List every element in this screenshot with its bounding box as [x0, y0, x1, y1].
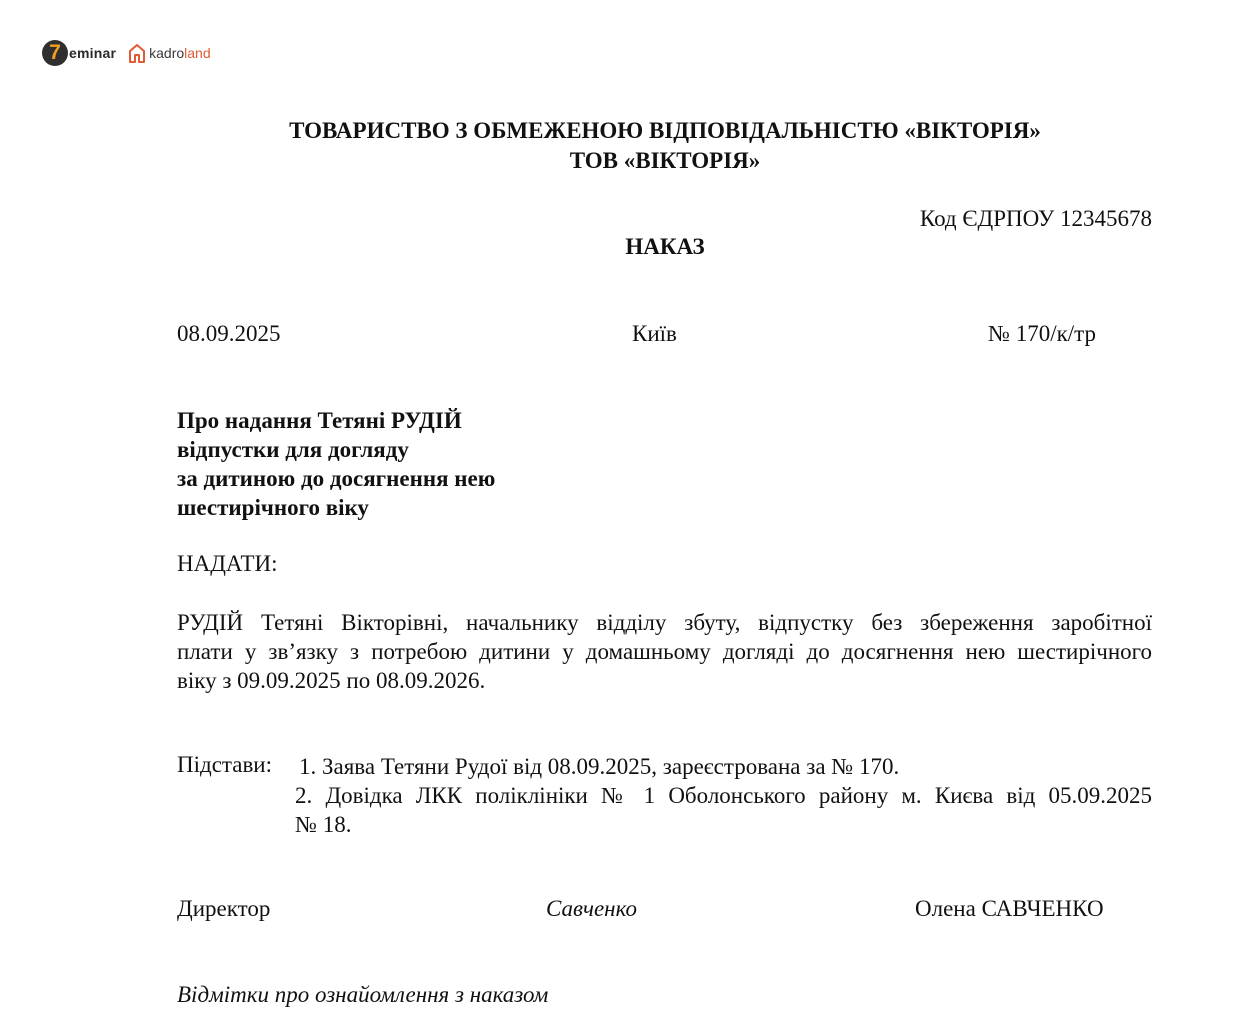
basis-label: Підстави: [177, 752, 273, 777]
seminar-seven-mark: 7 [42, 40, 68, 66]
subject-line: відпустки для догляду [177, 437, 409, 462]
basis-item-2-line-2: № 18. [295, 812, 352, 837]
subject-line: за дитиною до досягнення нею [177, 466, 496, 491]
kadroland-logo [128, 43, 211, 63]
acknowledgement-note: Відмітки про ознайомлення з наказом [177, 982, 549, 1007]
document-type-title: НАКАЗ [625, 234, 705, 259]
order-body [177, 608, 1152, 695]
basis-item-1: 1. Заява Тетяни Рудої від 08.09.2025, зареєстрована за № 170. [299, 754, 900, 779]
order-date: 08.09.2025 [177, 321, 281, 346]
organization-full-name: ТОВАРИСТВО З ОБМЕЖЕНОЮ ВІДПОВІДАЛЬНІСТЮ «ВІКТОРІЯ» [289, 118, 1041, 143]
seminar-logo-text: eminar [69, 45, 117, 61]
edrpou-code: Код ЄДРПОУ 12345678 [919, 206, 1152, 231]
order-subject [177, 406, 495, 522]
order-number: № 170/к/тр [988, 321, 1096, 346]
order-directive-word: НАДАТИ: [177, 551, 278, 576]
order-body-line: РУДІЙ Тетяні Вікторівні, начальнику відділу збуту, відпустку без збереження заробітної [177, 610, 1152, 635]
kadroland-text-accent: land [184, 45, 211, 61]
signatory-position: Директор [177, 896, 271, 921]
basis-list [295, 752, 1152, 839]
order-city: Київ [632, 321, 677, 346]
signatory-name: Олена САВЧЕНКО [915, 896, 1104, 921]
house-outline-icon [128, 43, 146, 63]
organization-short-name: ТОВ «ВІКТОРІЯ» [569, 148, 761, 173]
signature: Савченко [546, 896, 637, 921]
order-body-line: плати у зв’язку з потребою дитини у домашньому догляді до досягнення нею шестирічного [177, 639, 1152, 664]
seminar-logo [42, 40, 116, 66]
logos [42, 38, 211, 68]
subject-line: шестирічного віку [177, 495, 369, 520]
subject-line: Про надання Тетяні РУДІЙ [177, 408, 462, 433]
order-body-line: віку з 09.09.2025 по 08.09.2026. [177, 668, 486, 693]
kadroland-logo-text [149, 45, 211, 61]
basis-item-2-line-1: 2. Довідка ЛКК поліклініки № 1 Оболонського району м. Києва від 05.09.2025 [295, 783, 1152, 808]
kadroland-text-main: kadro [149, 45, 185, 61]
